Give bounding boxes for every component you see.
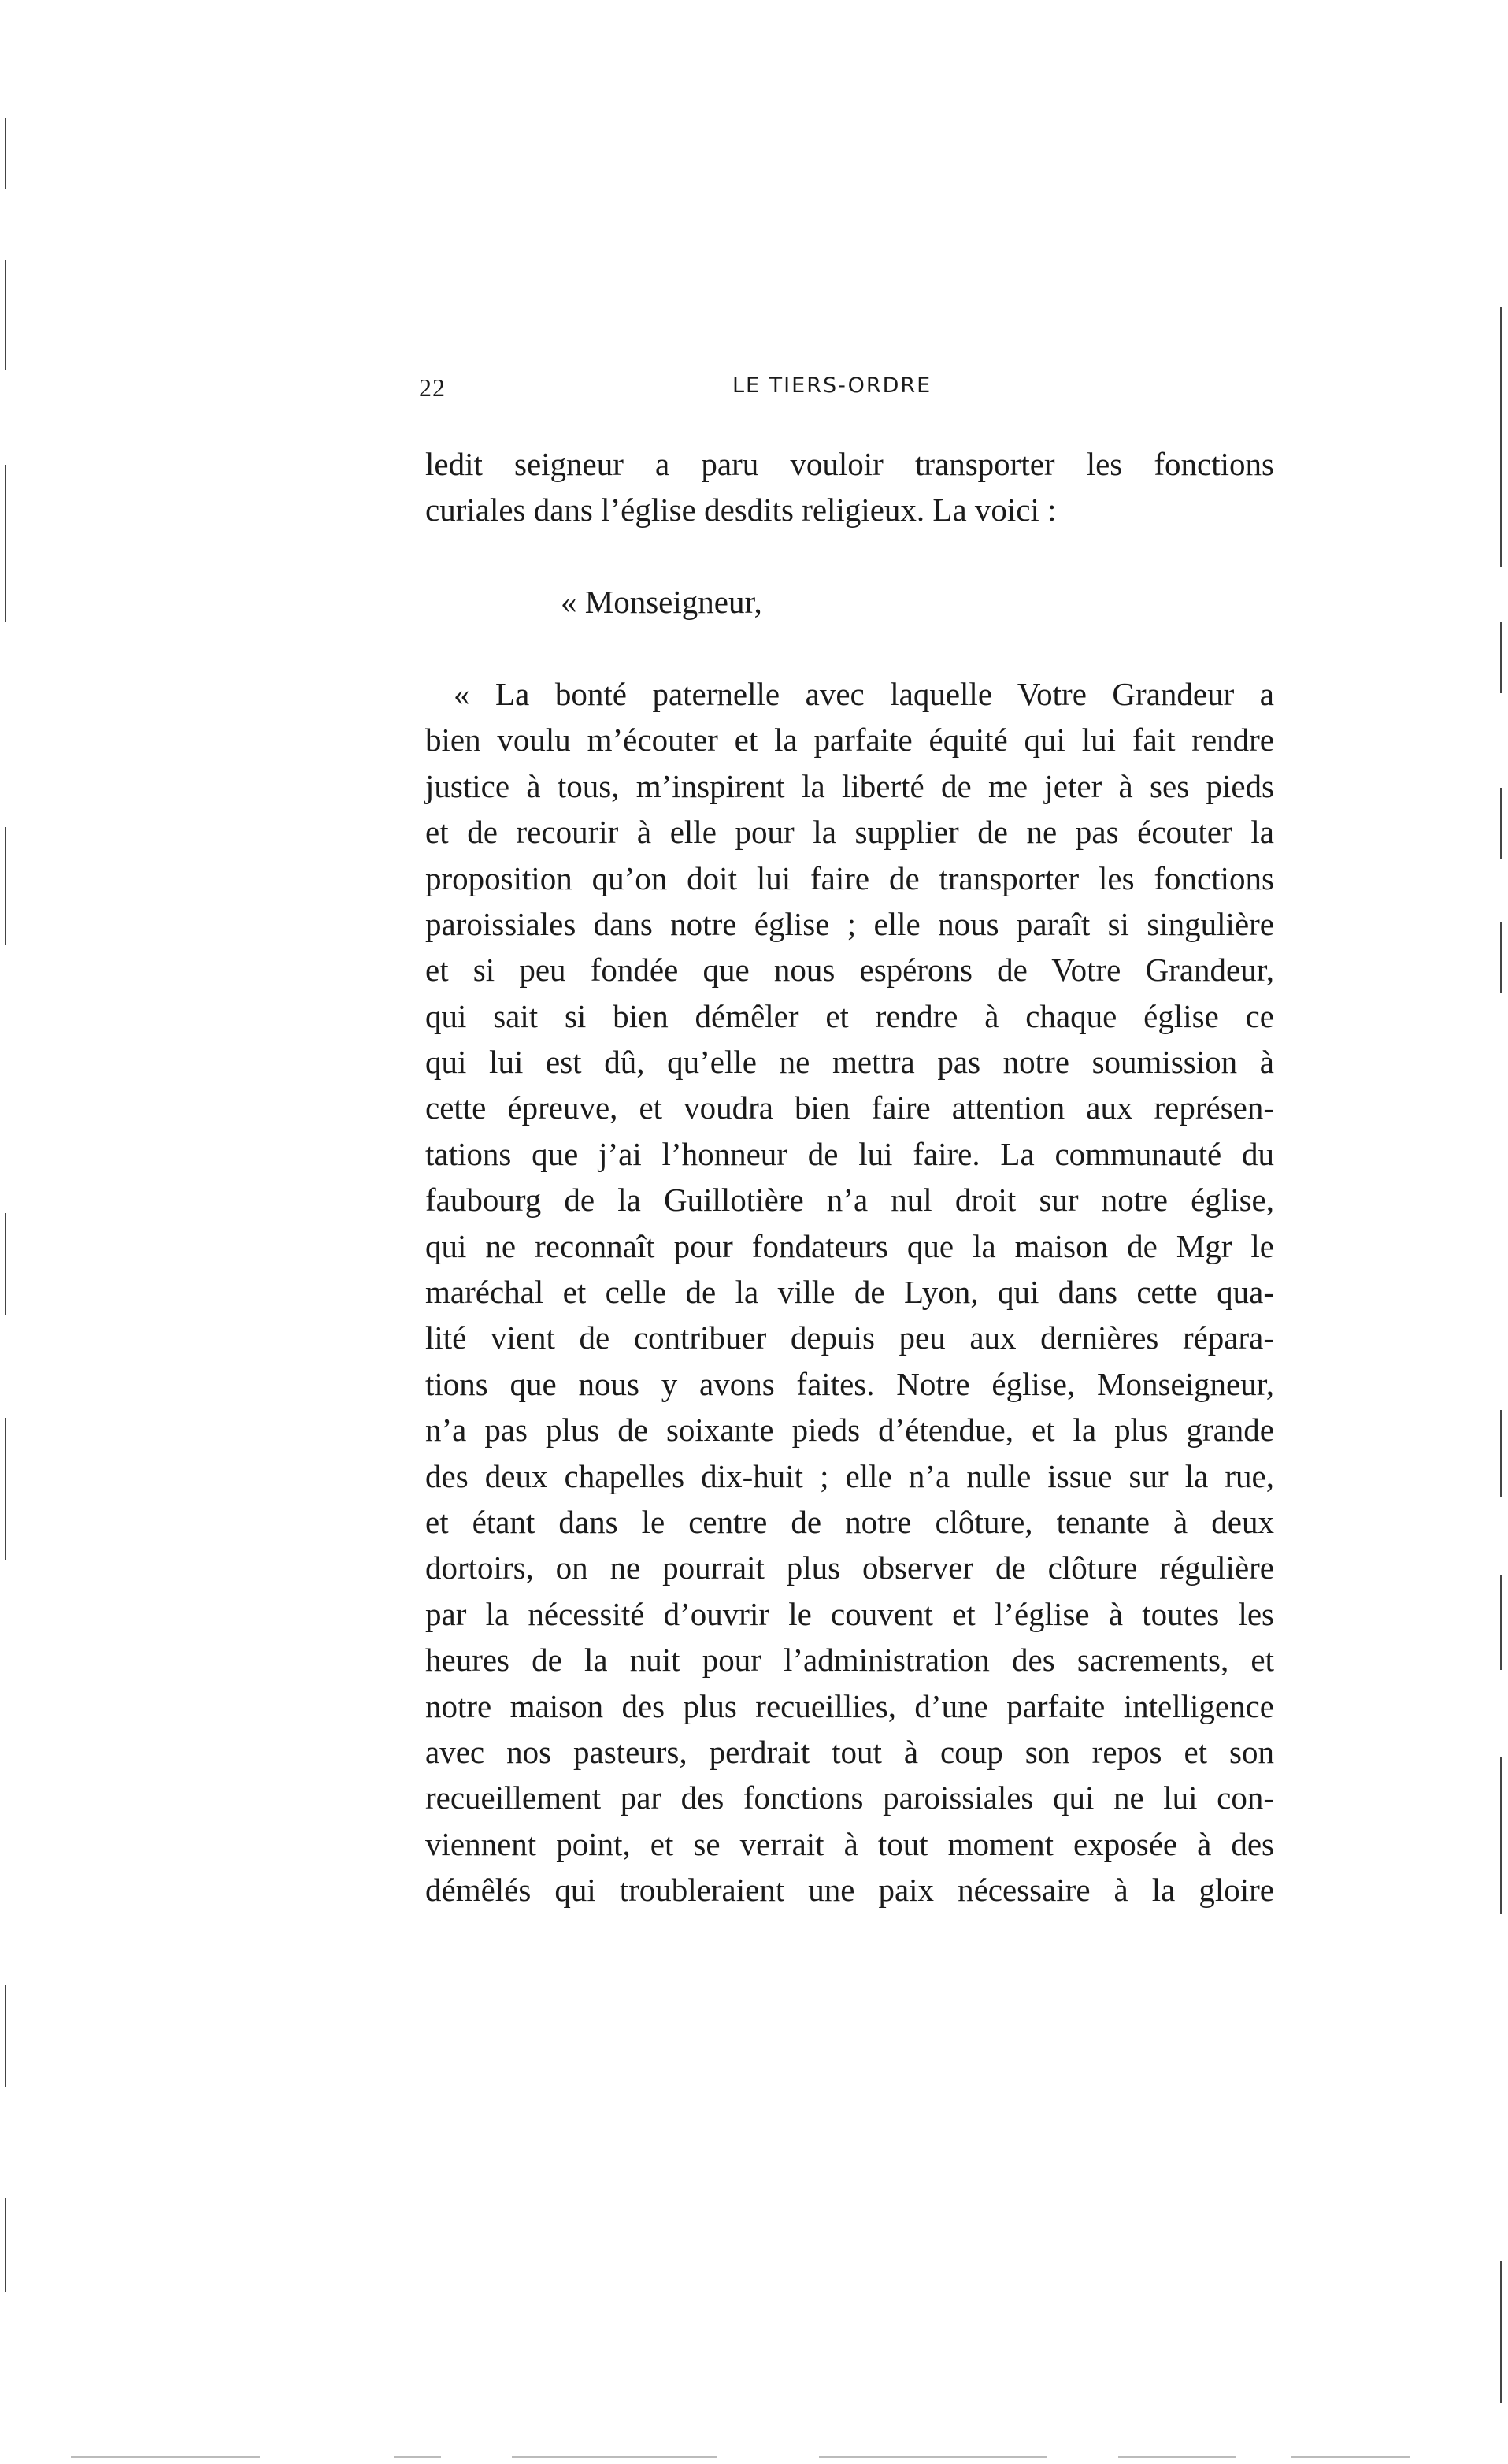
text-line: avec nos pasteurs, perdrait tout à coup son repos et son <box>425 1733 1274 1770</box>
scan-mark <box>1500 1410 1502 1497</box>
text-line: dortoirs, on ne pourrait plus observer de clôture régulière <box>425 1549 1274 1586</box>
scan-mark <box>5 465 6 622</box>
scan-mark <box>1500 622 1502 693</box>
scan-mark <box>5 2198 6 2292</box>
running-title: LE TIERS-ORDRE <box>732 373 932 398</box>
scan-mark <box>1500 922 1502 993</box>
text-line: et étant dans le centre de notre clôture, tenante à deux <box>425 1503 1274 1540</box>
scan-mark <box>1118 2456 1236 2458</box>
text-line: qui ne reconnaît pour fondateurs que la maison de Mgr le <box>425 1227 1274 1264</box>
scan-mark <box>1500 2261 1502 2403</box>
text-line: maréchal et celle de la ville de Lyon, qui dans cette qua- <box>425 1274 1274 1311</box>
scan-mark <box>5 1418 6 1560</box>
scan-mark <box>5 827 6 945</box>
text-line: bien voulu m’écouter et la parfaite équité qui lui fait rendre <box>425 722 1274 759</box>
scan-mark <box>1500 788 1502 859</box>
scan-mark <box>5 118 6 189</box>
scan-mark <box>394 2456 441 2458</box>
scan-mark <box>1500 307 1502 567</box>
text-line: heures de la nuit pour l’administration des sacrements, et <box>425 1642 1274 1679</box>
text-line: des deux chapelles dix-huit ; elle n’a nulle issue sur la rue, <box>425 1457 1274 1494</box>
text-line: recueillement par des fonctions paroissiales qui ne lui con- <box>425 1779 1274 1816</box>
text-line: proposition qu’on doit lui faire de transporter les fonctions <box>425 859 1274 896</box>
scan-mark <box>5 260 6 370</box>
text-line: ledit seigneur a paru vouloir transporter les fonctions <box>425 446 1274 482</box>
scan-mark <box>1291 2456 1410 2458</box>
scan-mark <box>512 2456 717 2458</box>
page-number: 22 <box>419 373 446 402</box>
text-line: justice à tous, m’inspirent la liberté de me jeter à ses pieds <box>425 767 1274 804</box>
text-line: démêlés qui troubleraient une paix nécessaire à la gloire <box>425 1872 1274 1909</box>
text-line: curiales dans l’église desdits religieux. La voici : <box>425 492 1057 529</box>
text-line: qui sait si bien démêler et rendre à chaque église ce <box>425 997 1274 1034</box>
scan-mark <box>1500 1757 1502 1914</box>
text-line: tions que nous y avons faites. Notre église, Monseigneur, <box>425 1365 1274 1402</box>
text-line: cette épreuve, et voudra bien faire attention aux représen- <box>425 1089 1274 1126</box>
running-head <box>419 373 1293 421</box>
scan-mark <box>819 2456 1047 2458</box>
text-line: lité vient de contribuer depuis peu aux dernières répara- <box>425 1319 1274 1356</box>
text-line: tations que j’ai l’honneur de lui faire. La communauté du <box>425 1135 1274 1172</box>
text-line: notre maison des plus recueillies, d’une parfaite intelligence <box>425 1687 1274 1724</box>
text-line: paroissiales dans notre église ; elle nous paraît si singulière <box>425 905 1274 942</box>
scan-mark <box>5 1213 6 1315</box>
text-line: n’a pas plus de soixante pieds d’étendue, et la plus grande <box>425 1412 1274 1449</box>
scan-mark <box>71 2456 260 2458</box>
blank-line <box>425 533 1274 579</box>
text-line: « La bonté paternelle avec laquelle Votre Grandeur a <box>454 675 1274 712</box>
body-text <box>425 441 1274 1913</box>
text-line: faubourg de la Guillotière n’a nul droit sur notre église, <box>425 1182 1274 1219</box>
text-line: et de recourir à elle pour la supplier de ne pas écouter la <box>425 814 1274 851</box>
text-line: qui lui est dû, qu’elle ne mettra pas notre soumission à <box>425 1044 1274 1081</box>
text-line: et si peu fondée que nous espérons de Votre Grandeur, <box>425 952 1274 989</box>
scan-mark <box>5 1985 6 2087</box>
salutation: « Monseigneur, <box>561 584 762 621</box>
text-line: viennent point, et se verrait à tout moment exposée à des <box>425 1825 1274 1862</box>
blank-line <box>425 625 1274 671</box>
text-line: par la nécessité d’ouvrir le couvent et l’église à toutes les <box>425 1595 1274 1632</box>
scan-mark <box>1500 1575 1502 1670</box>
